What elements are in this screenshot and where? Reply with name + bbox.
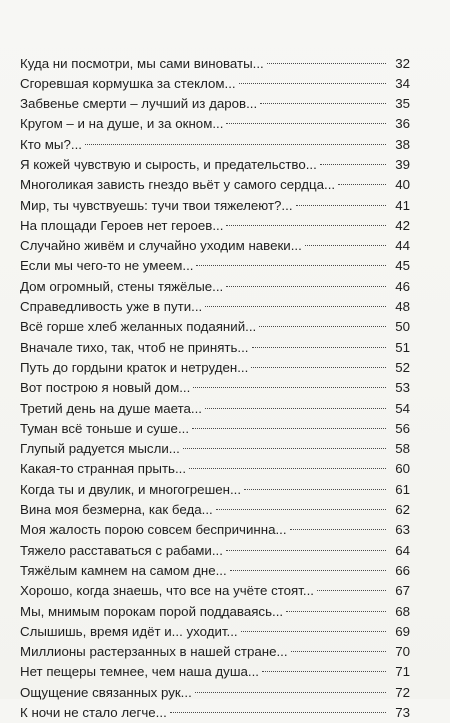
- toc-entry-title: Моя жалость порою совсем беспричинна...: [20, 520, 287, 540]
- dot-leader: [338, 184, 386, 185]
- dot-leader: [226, 225, 386, 226]
- toc-entry-title: Хорошо, когда знаешь, что все на учёте стоят...: [20, 581, 314, 601]
- toc-entry-page-number: 73: [388, 703, 410, 723]
- toc-entry-page-number: 56: [388, 419, 410, 439]
- dot-leader: [317, 590, 386, 591]
- toc-entry-title: Тяжёлым камнем на самом дне...: [20, 561, 227, 581]
- dot-leader: [291, 651, 386, 652]
- toc-entry-title: Ощущение связанных рук...: [20, 683, 192, 703]
- toc-entry-title: На площади Героев нет героев...: [20, 216, 223, 236]
- dot-leader: [296, 205, 386, 206]
- toc-entry-page-number: 53: [388, 378, 410, 398]
- toc-entry: [20, 114, 410, 134]
- dot-leader: [192, 428, 386, 429]
- dot-leader: [170, 712, 386, 713]
- toc-entry-page-number: 38: [388, 135, 410, 155]
- toc-entry: [20, 602, 410, 622]
- toc-entry: [20, 317, 410, 337]
- toc-entry-page-number: 44: [388, 236, 410, 256]
- dot-leader: [252, 347, 386, 348]
- toc-entry-page-number: 45: [388, 256, 410, 276]
- dot-leader: [259, 326, 386, 327]
- toc-entry-title: Справедливость уже в пути...: [20, 297, 202, 317]
- toc-entry: [20, 175, 410, 195]
- toc-entry: [20, 500, 410, 520]
- toc-entry-page-number: 69: [388, 622, 410, 642]
- toc-entry-page-number: 62: [388, 500, 410, 520]
- toc-entry-title: Туман всё тоньше и суше...: [20, 419, 189, 439]
- toc-entry-title: К ночи не стало легче...: [20, 703, 167, 723]
- toc-entry: [20, 297, 410, 317]
- toc-entry-title: Кругом – и на душе, и за окном...: [20, 114, 223, 134]
- toc-entry-title: Путь до гордыни краток и нетруден...: [20, 358, 248, 378]
- toc-entry-title: Случайно живём и случайно уходим навеки...: [20, 236, 302, 256]
- toc-entry-page-number: 35: [388, 94, 410, 114]
- dot-leader: [286, 611, 386, 612]
- toc-entry-title: Вина моя безмерна, как беда...: [20, 500, 213, 520]
- toc-entry-page-number: 36: [388, 114, 410, 134]
- dot-leader: [267, 63, 386, 64]
- toc-entry-title: Всё горше хлеб желанных подаяний...: [20, 317, 256, 337]
- toc-entry: [20, 541, 410, 561]
- toc-entry-title: Куда ни посмотри, мы сами виноваты...: [20, 54, 264, 74]
- dot-leader: [85, 144, 386, 145]
- toc-entry: [20, 662, 410, 682]
- toc-entry: [20, 256, 410, 276]
- toc-entry-title: Третий день на душе маета...: [20, 399, 202, 419]
- toc-entry-page-number: 50: [388, 317, 410, 337]
- dot-leader: [205, 408, 386, 409]
- toc-entry: [20, 94, 410, 114]
- toc-entry: [20, 358, 410, 378]
- toc-entry: [20, 277, 410, 297]
- dot-leader: [226, 286, 386, 287]
- toc-entry-page-number: 63: [388, 520, 410, 540]
- toc-entry-page-number: 42: [388, 216, 410, 236]
- toc-entry-page-number: 58: [388, 439, 410, 459]
- dot-leader: [320, 164, 386, 165]
- toc-entry-page-number: 60: [388, 459, 410, 479]
- dot-leader: [226, 123, 386, 124]
- toc-entry: [20, 54, 410, 74]
- toc-entry-page-number: 46: [388, 277, 410, 297]
- dot-leader: [196, 265, 386, 266]
- toc-entry-title: Кто мы?...: [20, 135, 82, 155]
- toc-entry-title: Миллионы растерзанных в нашей стране...: [20, 642, 288, 662]
- toc-entry: [20, 338, 410, 358]
- dot-leader: [239, 83, 386, 84]
- dot-leader: [183, 448, 386, 449]
- toc-entry-page-number: 48: [388, 297, 410, 317]
- toc-entry: [20, 480, 410, 500]
- toc-entry-page-number: 39: [388, 155, 410, 175]
- toc-entry-page-number: 32: [388, 54, 410, 74]
- toc-entry-title: Глупый радуется мысли...: [20, 439, 180, 459]
- toc-entry-title: Тяжело расставаться с рабами...: [20, 541, 223, 561]
- toc-entry-page-number: 70: [388, 642, 410, 662]
- toc-entry: [20, 642, 410, 662]
- dot-leader: [262, 671, 386, 672]
- dot-leader: [195, 692, 386, 693]
- dot-leader: [241, 631, 386, 632]
- toc-entry-page-number: 54: [388, 399, 410, 419]
- toc-entry-page-number: 68: [388, 602, 410, 622]
- toc-entry: [20, 135, 410, 155]
- toc-entry-page-number: 40: [388, 175, 410, 195]
- toc-entry: [20, 399, 410, 419]
- toc-entry-title: Слышишь, время идёт и... уходит...: [20, 622, 238, 642]
- toc-entry-title: Дом огромный, стены тяжёлые...: [20, 277, 223, 297]
- toc-entry: [20, 683, 410, 703]
- toc-entry-page-number: 52: [388, 358, 410, 378]
- toc-entry-page-number: 67: [388, 581, 410, 601]
- toc-entry-title: Когда ты и двулик, и многогрешен...: [20, 480, 241, 500]
- toc-entry: [20, 703, 410, 723]
- toc-entry-title: Нет пещеры темнее, чем наша душа...: [20, 662, 259, 682]
- dot-leader: [193, 387, 386, 388]
- toc-entry: [20, 419, 410, 439]
- toc-entry-title: Если мы чего-то не умеем...: [20, 256, 193, 276]
- dot-leader: [205, 306, 386, 307]
- dot-leader: [251, 367, 386, 368]
- dot-leader: [216, 509, 386, 510]
- toc-entry: [20, 520, 410, 540]
- toc-entry: [20, 155, 410, 175]
- table-of-contents: [20, 54, 410, 723]
- dot-leader: [290, 529, 386, 530]
- dot-leader: [260, 103, 386, 104]
- toc-entry-title: Какая-то странная прыть...: [20, 459, 186, 479]
- toc-entry: [20, 196, 410, 216]
- dot-leader: [189, 468, 386, 469]
- toc-entry: [20, 378, 410, 398]
- toc-entry: [20, 439, 410, 459]
- toc-entry-page-number: 61: [388, 480, 410, 500]
- dot-leader: [226, 550, 386, 551]
- toc-entry-page-number: 72: [388, 683, 410, 703]
- dot-leader: [230, 570, 386, 571]
- toc-entry-page-number: 64: [388, 541, 410, 561]
- dot-leader: [305, 245, 386, 246]
- toc-entry-page-number: 34: [388, 74, 410, 94]
- dot-leader: [244, 489, 386, 490]
- toc-entry: [20, 236, 410, 256]
- toc-entry-title: Многоликая зависть гнездо вьёт у самого сердца...: [20, 175, 335, 195]
- toc-entry-title: Вначале тихо, так, чтоб не принять...: [20, 338, 249, 358]
- toc-entry-title: Мы, мнимым порокам порой поддаваясь...: [20, 602, 283, 622]
- toc-entry: [20, 561, 410, 581]
- toc-entry: [20, 74, 410, 94]
- toc-entry-page-number: 66: [388, 561, 410, 581]
- toc-entry: [20, 622, 410, 642]
- toc-entry-page-number: 71: [388, 662, 410, 682]
- toc-entry: [20, 459, 410, 479]
- toc-entry-page-number: 41: [388, 196, 410, 216]
- toc-entry-title: Забвенье смерти – лучший из даров...: [20, 94, 257, 114]
- toc-entry-title: Сгоревшая кормушка за стеклом...: [20, 74, 236, 94]
- toc-entry: [20, 581, 410, 601]
- toc-entry-title: Вот построю я новый дом...: [20, 378, 190, 398]
- toc-entry-page-number: 51: [388, 338, 410, 358]
- toc-entry-title: Я кожей чувствую и сырость, и предательство...: [20, 155, 317, 175]
- toc-entry: [20, 216, 410, 236]
- toc-entry-title: Мир, ты чувствуешь: тучи твои тяжелеют?...: [20, 196, 293, 216]
